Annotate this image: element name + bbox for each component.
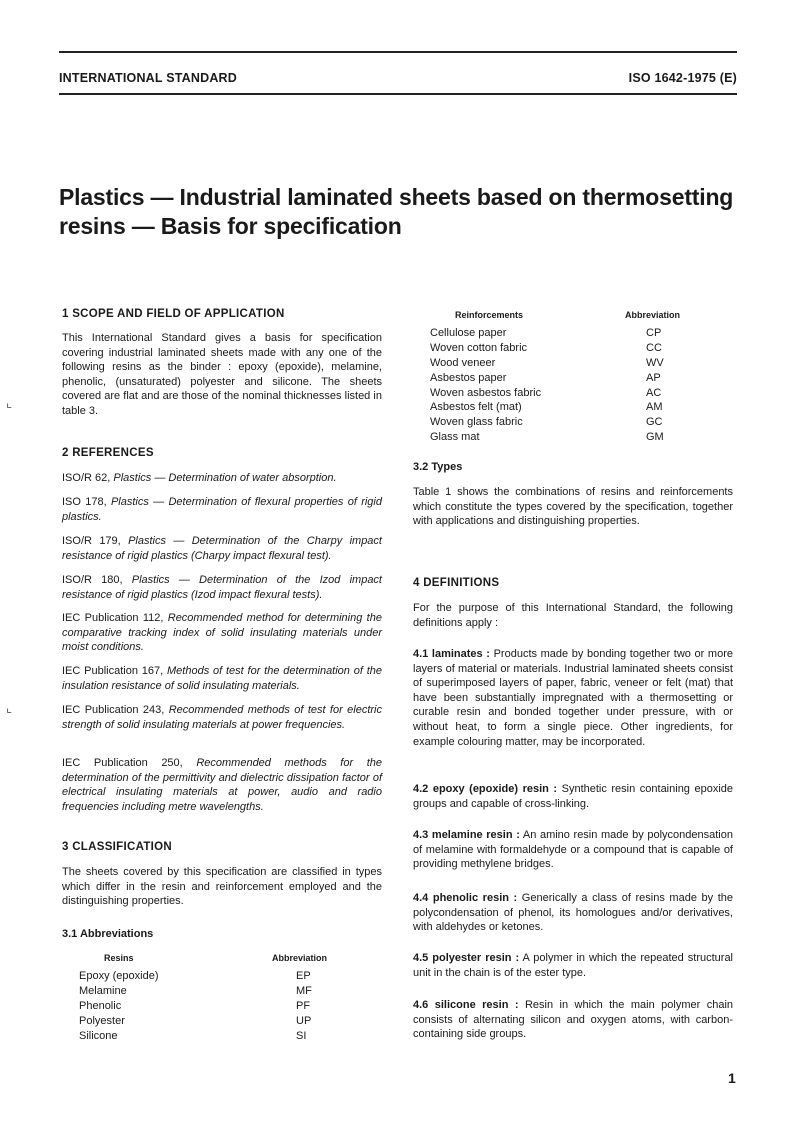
reference-item: ISO 178, Plastics — Determination of flexural properties of rigid plastics. (62, 496, 382, 523)
reference-item: IEC Publication 167, Methods of test for the determination of the insulation resistance of solid insulating materials. (62, 665, 383, 692)
reference-item: IEC Publication 112, Recommended method for determining the comparative tracking index of solid insulating materials under moist conditions. (62, 612, 382, 654)
resin-name: Polyester (79, 1015, 125, 1027)
section4-intro: For the purpose of this International Standard, the following definitions apply : (413, 602, 733, 629)
top-rule (59, 51, 737, 53)
section4-heading: 4 DEFINITIONS (413, 577, 500, 589)
reinforcement-abbr: CP (646, 327, 662, 339)
resin-abbr: UP (296, 1015, 312, 1027)
definition-item: 4.1 laminates : Products made by bonding together two or more layers of material or materials. Industrial laminated sheets consist of superimposed layers of paper, fabric, veneer or felt (mat) that have been substantially impregnated with a thermosetting or curable resin and bonded together under pressure, with or without heat, to form a single piece. Other ingredients, for example colouring matter, may be incorporated. (413, 648, 733, 748)
reinforcement-name: Cellulose paper (430, 327, 507, 339)
subsection-3-2-heading: 3.2 Types (413, 461, 463, 473)
reference-item: ISO/R 62, Plastics — Determination of water absorption. (62, 472, 337, 484)
header-rule (59, 93, 737, 95)
margin-mark: ⌞ (6, 395, 13, 410)
abbreviation-column-header: Abbreviation (272, 953, 328, 963)
reinforcement-abbr: WV (646, 357, 664, 369)
section3-text: The sheets covered by this specification are classified in types which differ in the resin and reinforcement employed and the distinguishing properties. (62, 866, 382, 908)
reinforcement-abbr: AC (646, 387, 662, 399)
title-line-1: Plastics — Industrial laminated sheets based on thermosetting (59, 184, 734, 210)
abbreviation-column-header: Abbreviation (625, 310, 681, 320)
reference-item: ISO/R 179, Plastics — Determination of the Charpy impact resistance of rigid plastics (Charpy impact flexural test). (62, 535, 382, 562)
definition-item: 4.2 epoxy (epoxide) resin : Synthetic resin containing epoxide groups and capable of cross-linking. (413, 783, 733, 810)
reinforcements-column-header: Reinforcements (455, 310, 524, 320)
resin-name: Epoxy (epoxide) (79, 970, 159, 982)
margin-mark: ⌞ (6, 700, 13, 715)
section2-heading: 2 REFERENCES (62, 447, 154, 459)
resin-name: Silicone (79, 1030, 118, 1042)
section1-heading: 1 SCOPE AND FIELD OF APPLICATION (62, 308, 285, 320)
subsection-3-2-text: Table 1 shows the combinations of resins and reinforcements which constitute the types covered by the specification, together with applications and distinguishing properties. (413, 486, 733, 528)
reference-item: IEC Publication 250, Recommended methods for the determination of the permittivity and dielectric dissipation factor of electrical insulating materials at power, audio and radio frequencies including metre wavelengths. (62, 757, 382, 813)
definition-item: 4.4 phenolic resin : Generically a class of resins made by the polycondensation of phenol, its homologues and/or derivatives, with aldehydes or ketones. (413, 892, 734, 934)
reinforcement-abbr: GM (646, 431, 664, 443)
page-title (59, 183, 749, 241)
reinforcement-name: Woven glass fabric (430, 416, 523, 428)
resin-abbr: PF (296, 1000, 311, 1012)
page-number: 1 (728, 1070, 736, 1086)
resins-column-header: Resins (104, 953, 134, 963)
reinforcement-name: Glass mat (430, 431, 480, 443)
reference-item: ISO/R 180, Plastics — Determination of the Izod impact resistance of rigid plastics (Izod impact flexural tests). (62, 574, 382, 601)
resin-name: Melamine (79, 985, 127, 997)
definition-item: 4.6 silicone resin : Resin in which the main polymer chain consists of alternating silicon and oxygen atoms, with carbon-containing side groups. (413, 999, 734, 1041)
reinforcement-name: Woven cotton fabric (430, 342, 528, 354)
definition-item: 4.5 polyester resin : A polymer in which the repeated structural unit in the chain is of the ester type. (413, 952, 734, 979)
reinforcement-abbr: GC (646, 416, 663, 428)
resin-abbr: MF (296, 985, 312, 997)
reinforcement-name: Asbestos paper (430, 372, 507, 384)
section3-heading: 3 CLASSIFICATION (62, 841, 173, 853)
header-left: INTERNATIONAL STANDARD (59, 71, 238, 85)
reinforcement-name: Wood veneer (430, 357, 496, 369)
reinforcement-abbr: AM (646, 401, 663, 413)
section1-text: This International Standard gives a basis for specification covering industrial laminated sheets made with any one of the following resins as the binder : epoxy (epoxide), melamine, phenolic, (unsaturated) polyester and silicone. The sheets covered are flat and are those of the nominal thicknesses listed in table 3. (62, 332, 382, 417)
reinforcement-abbr: CC (646, 342, 662, 354)
definition-item: 4.3 melamine resin : An amino resin made by polycondensation of melamine with formaldehyde or a compound that is capable of providing methylene bridges. (413, 829, 733, 871)
subsection-3-1-heading: 3.1 Abbreviations (62, 928, 154, 940)
reinforcement-name: Woven asbestos fabric (430, 387, 542, 399)
resin-abbr: EP (296, 970, 311, 982)
reference-item: IEC Publication 243, Recommended methods of test for electric strength of solid insulating materials at power frequencies. (62, 704, 382, 731)
reinforcement-name: Asbestos felt (mat) (430, 401, 522, 413)
resin-abbr: SI (296, 1030, 307, 1042)
reinforcement-abbr: AP (646, 372, 661, 384)
header-right: ISO 1642-1975 (E) (628, 71, 737, 85)
resin-name: Phenolic (79, 1000, 122, 1012)
title-line-2: resins — Basis for specification (59, 213, 402, 239)
